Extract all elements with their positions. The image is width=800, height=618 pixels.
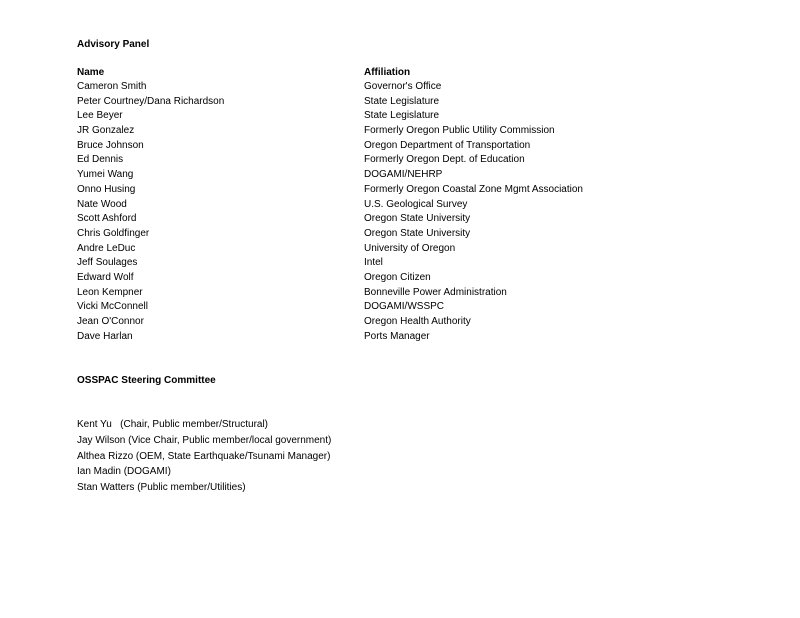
member-affiliation: U.S. Geological Survey bbox=[364, 198, 468, 210]
committee-member: Althea Rizzo (OEM, State Earthquake/Tsunami Manager) bbox=[77, 450, 331, 462]
member-name: Yumei Wang bbox=[77, 169, 134, 181]
advisory-panel-heading: Advisory Panel bbox=[77, 39, 150, 50]
affiliation-column-header: Affiliation bbox=[364, 67, 411, 78]
member-name: JR Gonzalez bbox=[77, 125, 135, 137]
steering-committee-list bbox=[77, 417, 331, 496]
member-name: Vicki McConnell bbox=[77, 301, 148, 313]
member-name: Jean O'Connor bbox=[77, 316, 144, 327]
member-affiliation: Bonneville Power Administration bbox=[364, 286, 507, 298]
member-name: Bruce Johnson bbox=[77, 139, 144, 151]
member-affiliation: State Legislature bbox=[364, 95, 440, 107]
committee-member: Stan Watters (Public member/Utilities) bbox=[77, 482, 246, 494]
member-name: Jeff Soulages bbox=[77, 257, 138, 269]
name-column-header: Name bbox=[77, 67, 105, 78]
member-name: Nate Wood bbox=[77, 198, 127, 210]
member-name: Dave Harlan bbox=[77, 330, 133, 342]
member-affiliation: Oregon Citizen bbox=[364, 271, 431, 283]
member-affiliation: Oregon Department of Transportation bbox=[364, 139, 531, 151]
member-name: Ed Dennis bbox=[77, 154, 124, 166]
member-name: Peter Courtney/Dana Richardson bbox=[77, 95, 225, 107]
member-name: Leon Kempner bbox=[77, 286, 143, 298]
member-name: Onno Husing bbox=[77, 183, 136, 195]
committee-member: Jay Wilson (Vice Chair, Public member/local government) bbox=[77, 434, 332, 446]
committee-member: Kent Yu (Chair, Public member/Structural) bbox=[77, 419, 269, 430]
member-affiliation: Governor's Office bbox=[364, 81, 442, 92]
member-affiliation: Formerly Oregon Dept. of Education bbox=[364, 154, 525, 166]
member-affiliation: Formerly Oregon Public Utility Commission bbox=[364, 125, 555, 137]
steering-committee-heading: OSSPAC Steering Committee bbox=[77, 375, 216, 386]
member-affiliation: Oregon State University bbox=[364, 213, 471, 225]
member-affiliation: University of Oregon bbox=[364, 242, 456, 254]
member-affiliation: Oregon Health Authority bbox=[364, 316, 471, 327]
member-name: Andre LeDuc bbox=[77, 242, 136, 254]
member-affiliation-list bbox=[364, 80, 583, 344]
member-affiliation: Intel bbox=[364, 257, 383, 269]
member-name: Cameron Smith bbox=[77, 81, 147, 92]
member-name: Scott Ashford bbox=[77, 213, 137, 225]
member-affiliation: DOGAMI/NEHRP bbox=[364, 169, 443, 181]
member-name: Edward Wolf bbox=[77, 271, 134, 283]
member-affiliation: State Legislature bbox=[364, 110, 440, 122]
member-affiliation: DOGAMI/WSSPC bbox=[364, 301, 445, 313]
member-affiliation: Ports Manager bbox=[364, 330, 430, 342]
member-name: Lee Beyer bbox=[77, 110, 123, 122]
member-name-list bbox=[77, 80, 224, 344]
committee-member: Ian Madin (DOGAMI) bbox=[77, 466, 171, 478]
member-affiliation: Oregon State University bbox=[364, 227, 471, 239]
member-name: Chris Goldfinger bbox=[77, 227, 150, 239]
member-affiliation: Formerly Oregon Coastal Zone Mgmt Association bbox=[364, 183, 583, 195]
